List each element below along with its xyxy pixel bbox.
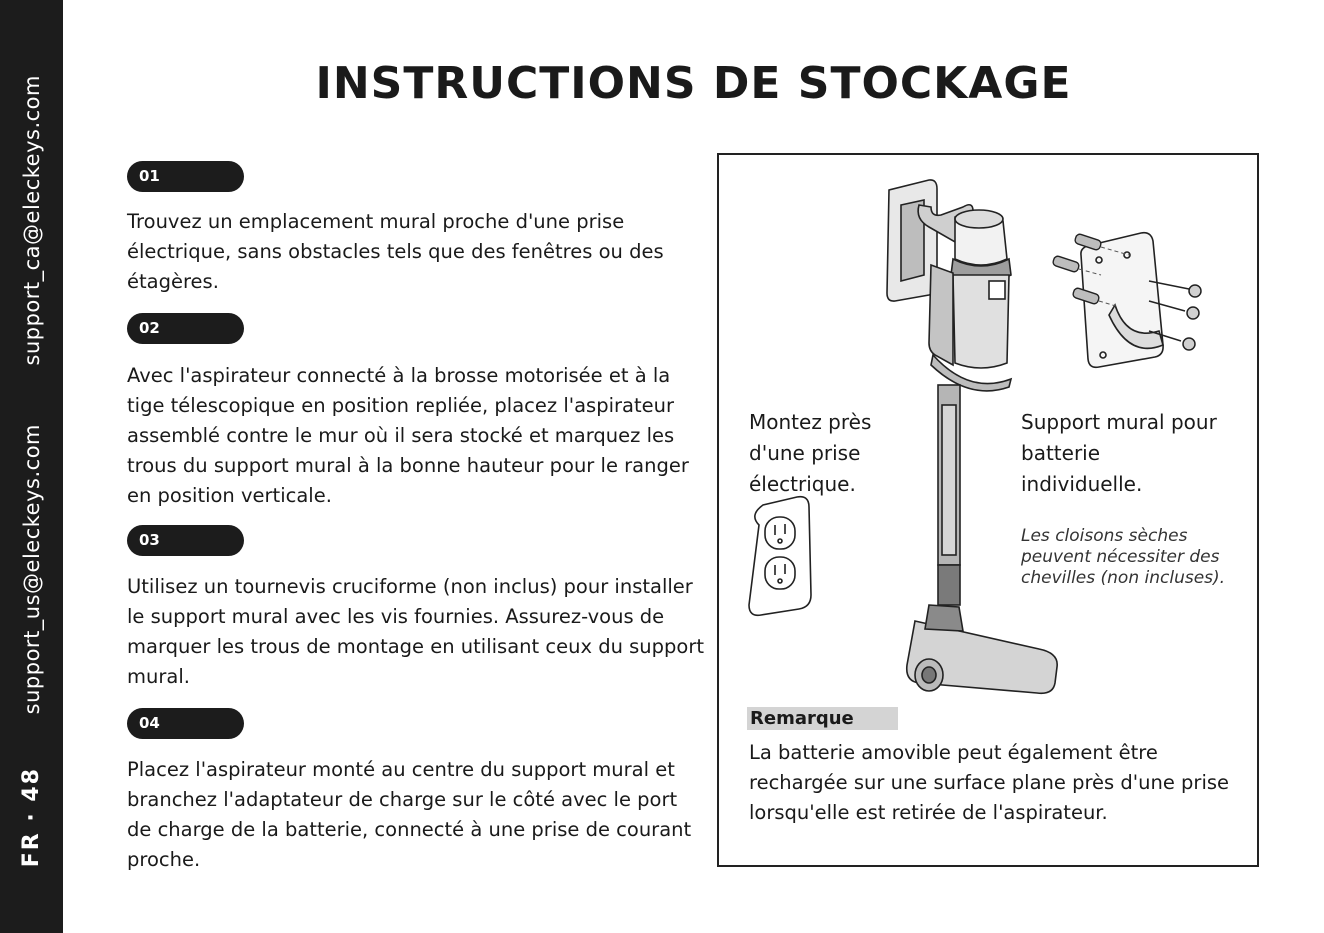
illustration-panel — [717, 153, 1259, 867]
page-number: FR · 48 — [19, 766, 44, 868]
step-badge-3: 03 — [127, 525, 244, 556]
remark-text: La batterie amovible peut également être rechargée sur une surface plane près d'une prise lorsqu'elle est retirée de l'aspirateur. — [749, 741, 1230, 824]
sidebar-email-us: support_us@eleckeys.com — [19, 424, 44, 715]
step-badge-4: 04 — [127, 708, 244, 739]
step-text-2: Avec l'aspirateur connecté à la brosse motorisée et à la tige télescopique en position repliée, placez l'aspirateur assemblé contre le mur où il sera stocké et marquez les trous du support mural à la bonne hauteur pour le ranger en position verticale. — [127, 364, 689, 507]
step-badge-1: 01 — [127, 161, 244, 192]
sidebar-email-ca: support_ca@eleckeys.com — [19, 74, 44, 366]
drywall-note: Les cloisons sèches peuvent nécessiter des chevilles (non incluses). — [1021, 526, 1226, 588]
page-title: INSTRUCTIONS DE STOCKAGE — [315, 58, 1072, 109]
remark-label: Remarque — [747, 707, 898, 730]
step-text-1: Trouvez un emplacement mural proche d'une prise électrique, sans obstacles tels que des fenêtres ou des étagères. — [127, 210, 664, 293]
wall-outlet-icon — [749, 497, 811, 616]
step-text-3: Utilisez un tournevis cruciforme (non inclus) pour installer le support mural avec les vis fournies. Assurez-vous de marquer les trous de montage en utilisant ceux du support mural. — [127, 575, 704, 688]
step-text-4: Placez l'aspirateur monté au centre du support mural et branchez l'adaptateur de charge sur le côté avec le port de charge de la batterie, connecté à une prise de courant proche. — [127, 758, 692, 871]
step-badge-2: 02 — [127, 313, 244, 344]
sidebar — [0, 0, 63, 933]
wall-mount-label: Support mural pour batterie individuelle. — [1021, 410, 1217, 496]
outlet-label: Montez près d'une prise électrique. — [749, 410, 872, 496]
